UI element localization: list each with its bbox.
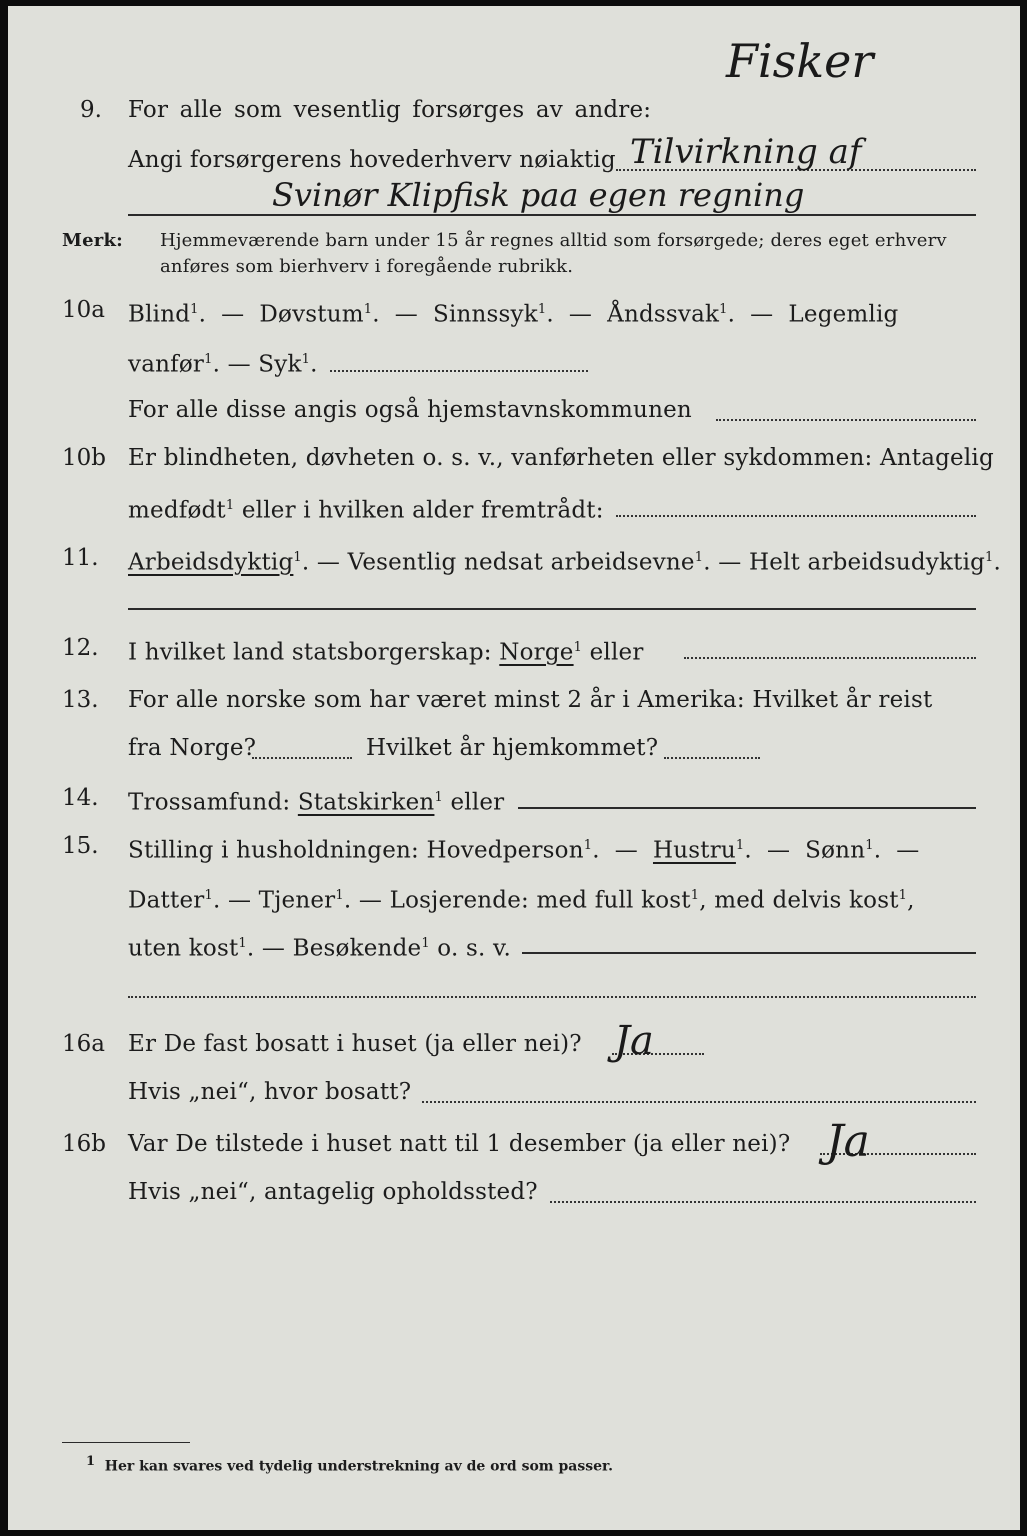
answer-line (128, 996, 976, 998)
question-9-line2: Angi forsørgerens hovederhverv nøiaktig (128, 147, 616, 173)
question-10a-line2: vanfør$^1$. — Syk$^1$. (128, 351, 318, 378)
handwritten-occupation: Fisker (726, 34, 874, 88)
question-15-line2: Datter$^1$. — Tjener$^1$. — Losjerende: med full kost$^1$, med delvis kost$^1$, (128, 887, 915, 914)
question-15-line3: uten kost$^1$. — Besøkende$^1$ o. s. v. (128, 935, 511, 962)
question-number-12: 12. (62, 635, 99, 661)
question-13-line2a: fra Norge? (128, 735, 257, 761)
footnote: $^1$ Her kan svares ved tydelig understrekning av de ord som passer. (86, 1454, 613, 1475)
question-12-line1: I hvilket land statsborgerskap: Norge$^1$ eller (128, 639, 644, 666)
question-number-16b: 16b (62, 1131, 106, 1157)
handwritten-provider-occupation-2: Svinør Klipfisk paa egen regning (272, 176, 805, 214)
question-number-14: 14. (62, 785, 99, 811)
answer-line (128, 608, 976, 610)
question-15-line1: Stilling i husholdningen: Hovedperson$^1$. — Hustru$^1$. — Sønn$^1$. — (128, 837, 920, 864)
answer-line (252, 757, 352, 759)
answer-line (422, 1101, 976, 1103)
question-number-10b: 10b (62, 445, 106, 471)
answer-line (330, 370, 588, 372)
footnote-rule (62, 1442, 190, 1443)
question-13-line1: For alle norske som har været minst 2 år i Amerika: Hvilket år reist (128, 687, 933, 713)
question-number-10a: 10a (62, 297, 105, 323)
question-14-line1: Trossamfund: Statskirken$^1$ eller (128, 789, 505, 816)
note-line1: Hjemmeværende barn under 15 år regnes alltid som forsørgede; deres eget erhverv (160, 230, 947, 251)
handwritten-provider-occupation-1: Tilvirkning af (630, 132, 862, 172)
question-10b-line2: medfødt$^1$ eller i hvilken alder fremtrådt: (128, 497, 604, 524)
question-13-line2b: Hvilket år hjemkommet? (366, 735, 659, 761)
question-11-line1: Arbeidsdyktig$^1$. — Vesentlig nedsat arbeidsevne$^1$. — Helt arbeidsudyktig$^1$. (128, 549, 1002, 576)
question-16b-line1: Var De tilstede i huset natt til 1 desember (ja eller nei)? (128, 1131, 791, 1157)
question-9-line1: For alle som vesentlig forsørges av andre: (128, 97, 652, 123)
question-10a-line1: Blind$^1$. — Døvstum$^1$. — Sinnssyk$^1$. — Åndssvak$^1$. — Legemlig (128, 301, 899, 328)
handwritten-answer-16a: Ja (614, 1018, 654, 1064)
question-number-16a: 16a (62, 1031, 105, 1057)
answer-line (128, 214, 976, 216)
question-number-11: 11. (62, 545, 99, 571)
question-number-13: 13. (62, 687, 99, 713)
question-10b-line1: Er blindheten, døvheten o. s. v., vanførheten eller sykdommen: Antagelig (128, 445, 994, 471)
answer-line (716, 419, 976, 421)
question-10a-line3: For alle disse angis også hjemstavnskommunen (128, 397, 692, 423)
question-number-9: 9. (80, 97, 102, 123)
question-16a-line2: Hvis „nei“, hvor bosatt? (128, 1079, 412, 1105)
note-label: Merk: (62, 230, 123, 251)
answer-line (550, 1201, 976, 1203)
handwritten-answer-16b: Ja (826, 1116, 870, 1167)
question-16a-line1: Er De fast bosatt i huset (ja eller nei)? (128, 1031, 582, 1057)
answer-line (664, 757, 760, 759)
answer-line (684, 657, 976, 659)
note-line2: anføres som bierhverv i foregående rubrikk. (160, 256, 574, 277)
question-16b-line2: Hvis „nei“, antagelig opholdssted? (128, 1179, 538, 1205)
census-form-page (8, 6, 1020, 1530)
question-number-15: 15. (62, 833, 99, 859)
answer-line (616, 515, 976, 517)
answer-line (518, 807, 976, 809)
answer-line (522, 952, 976, 954)
